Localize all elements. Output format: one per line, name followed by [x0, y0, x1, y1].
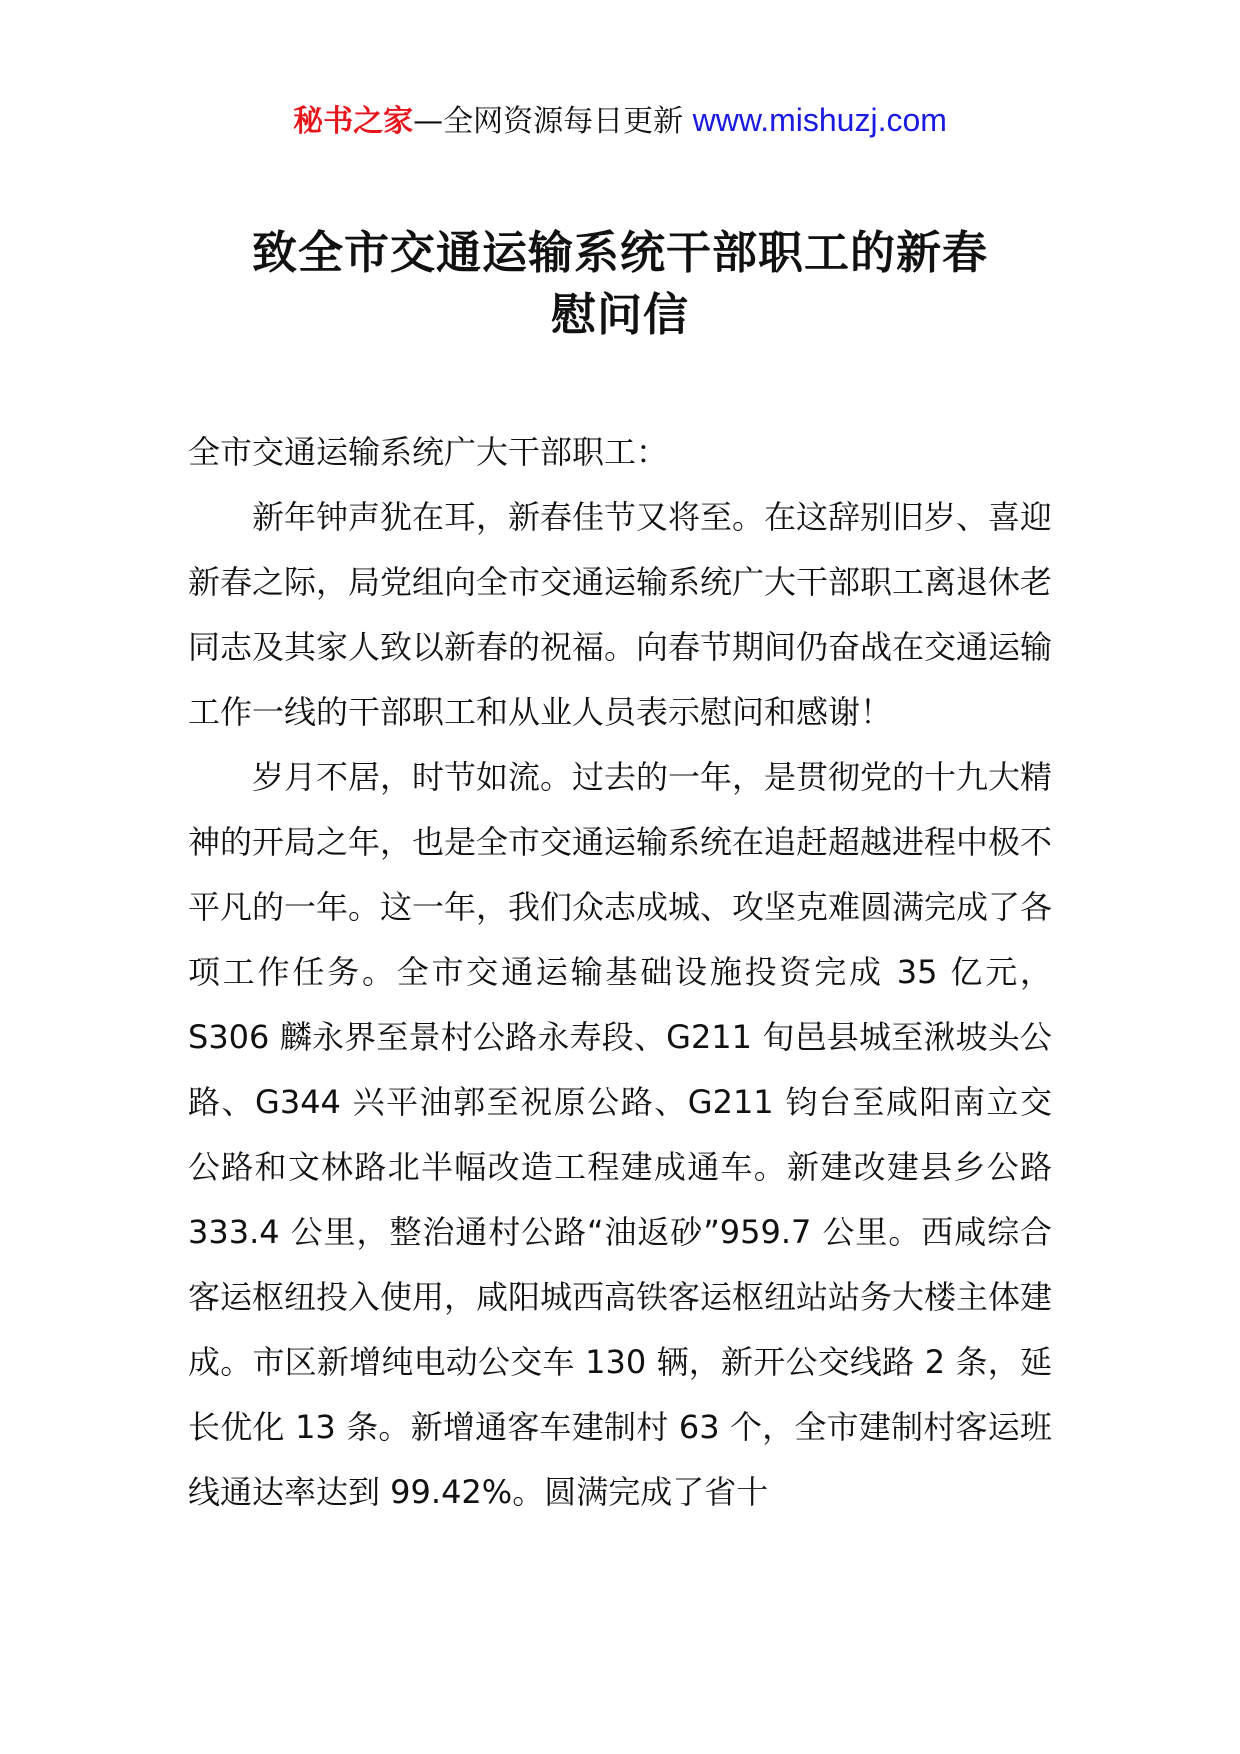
document-title-line-2: 慰问信	[550, 288, 689, 341]
site-url-link[interactable]: www.mishuzj.com	[692, 102, 947, 138]
document-title-line-1: 致全市交通运输系统干部职工的新春	[251, 226, 988, 279]
salutation: 全市交通运输系统广大干部职工：	[188, 433, 669, 471]
site-brand: 秘书之家	[293, 104, 414, 139]
site-tagline: —全网资源每日更新	[413, 104, 684, 139]
paragraph-1: 新年钟声犹在耳，新春佳节又将至。在这辞别旧岁、喜迎新春之际，局党组向全市交通运输系统广大干部职工离退休老同志及其家人致以新春的祝福。向春节期间仍奋战在交通运输工作一线的干部职工和从业人员表示慰问和感谢！	[188, 498, 1053, 731]
paragraph-2: 岁月不居，时节如流。过去的一年，是贯彻党的十九大精神的开局之年，也是全市交通运输系统在追赶超越进程中极不平凡的一年。这一年，我们众志成城、攻坚克难圆满完成了各项工作任务。全市交通运输基础设施投资完成 35 亿元，S306 麟永界至景村公路永寿段、G211 旬邑县城至湫坡头公路、G344 兴平油郭至祝原公路、G211 钧台至咸阳南立交公路和文林路北半幅改造工程建成通车。新建改建县乡公路 333.4 公里，整治通村公路“油返砂”959.7 公里。西咸综合客运枢纽投入使用，咸阳城西高铁客运枢纽站站务大楼主体建成。市区新增纯电动公交车 130 辆，新开公交线路 2 条，延长优化 13 条。新增通客车建制村 63 个，全市建制村客运班线通达率达到 99.42%。圆满完成了省十	[188, 758, 1053, 1511]
document-title	[0, 222, 1240, 346]
document-body	[188, 420, 1088, 1525]
site-header	[0, 100, 1240, 142]
